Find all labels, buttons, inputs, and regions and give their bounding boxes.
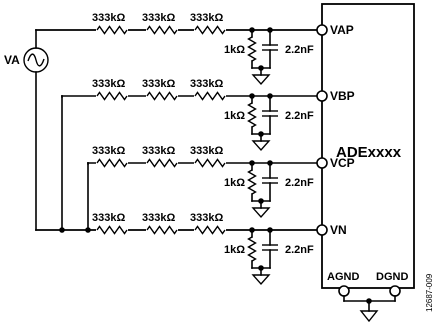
shunt-resistor-label: 1kΩ [224,44,246,56]
voltage-source-va [4,30,322,230]
series-resistor-label: 333kΩ [92,12,126,24]
shunt-capacitor-label: 2.2nF [285,44,314,56]
shunt-resistor-label: 1kΩ [224,244,246,256]
shunt-capacitor-label: 2.2nF [285,110,314,122]
pin-vn [317,225,327,235]
ground-icon [253,275,269,284]
figure-code: 12687-009 [425,273,434,312]
pin-label-vn: VN [330,223,347,237]
shunt-resistor [249,37,256,61]
shunt-resistor [249,170,256,194]
shunt-resistor-label: 1kΩ [224,110,246,122]
ac-sine-icon [28,54,44,66]
shunt-capacitor-label: 2.2nF [285,177,314,189]
return-wiring [36,96,322,233]
ground-symbol-icon [361,311,377,321]
channel-vn [36,212,347,284]
series-resistor-label: 333kΩ [142,78,176,90]
channel-vap [36,12,354,84]
channel-vbp [62,78,355,150]
series-resistor-label: 333kΩ [142,212,176,224]
ground-icon [253,75,269,84]
pin-vbp [317,91,327,101]
ground-icon [253,141,269,150]
shunt-resistor [249,237,256,261]
series-resistor-label: 333kΩ [190,145,224,157]
pin-label-agnd: AGND [327,271,360,283]
chip-name: ADExxxx [336,144,402,161]
series-resistor-label: 333kΩ [92,145,126,157]
channel-vcp [88,145,355,217]
series-resistor-label: 333kΩ [190,212,224,224]
pin-label-vbp: VBP [330,89,355,103]
shunt-capacitor-label: 2.2nF [285,244,314,256]
shunt-resistor-label: 1kΩ [224,177,246,189]
source-label: VA [4,53,20,67]
series-resistor-label: 333kΩ [92,212,126,224]
pin-label-dgnd: DGND [376,271,409,283]
ground-icon [253,208,269,217]
series-resistor-label: 333kΩ [92,78,126,90]
series-resistor-label: 333kΩ [142,145,176,157]
series-resistor-label: 333kΩ [142,12,176,24]
series-resistor-label: 333kΩ [190,78,224,90]
shunt-resistor [249,103,256,127]
pin-label-vcp: VCP [330,156,355,170]
series-resistor-label: 333kΩ [190,12,224,24]
pin-vcp [317,158,327,168]
pin-label-vap: VAP [330,23,354,37]
pin-vap [317,25,327,35]
